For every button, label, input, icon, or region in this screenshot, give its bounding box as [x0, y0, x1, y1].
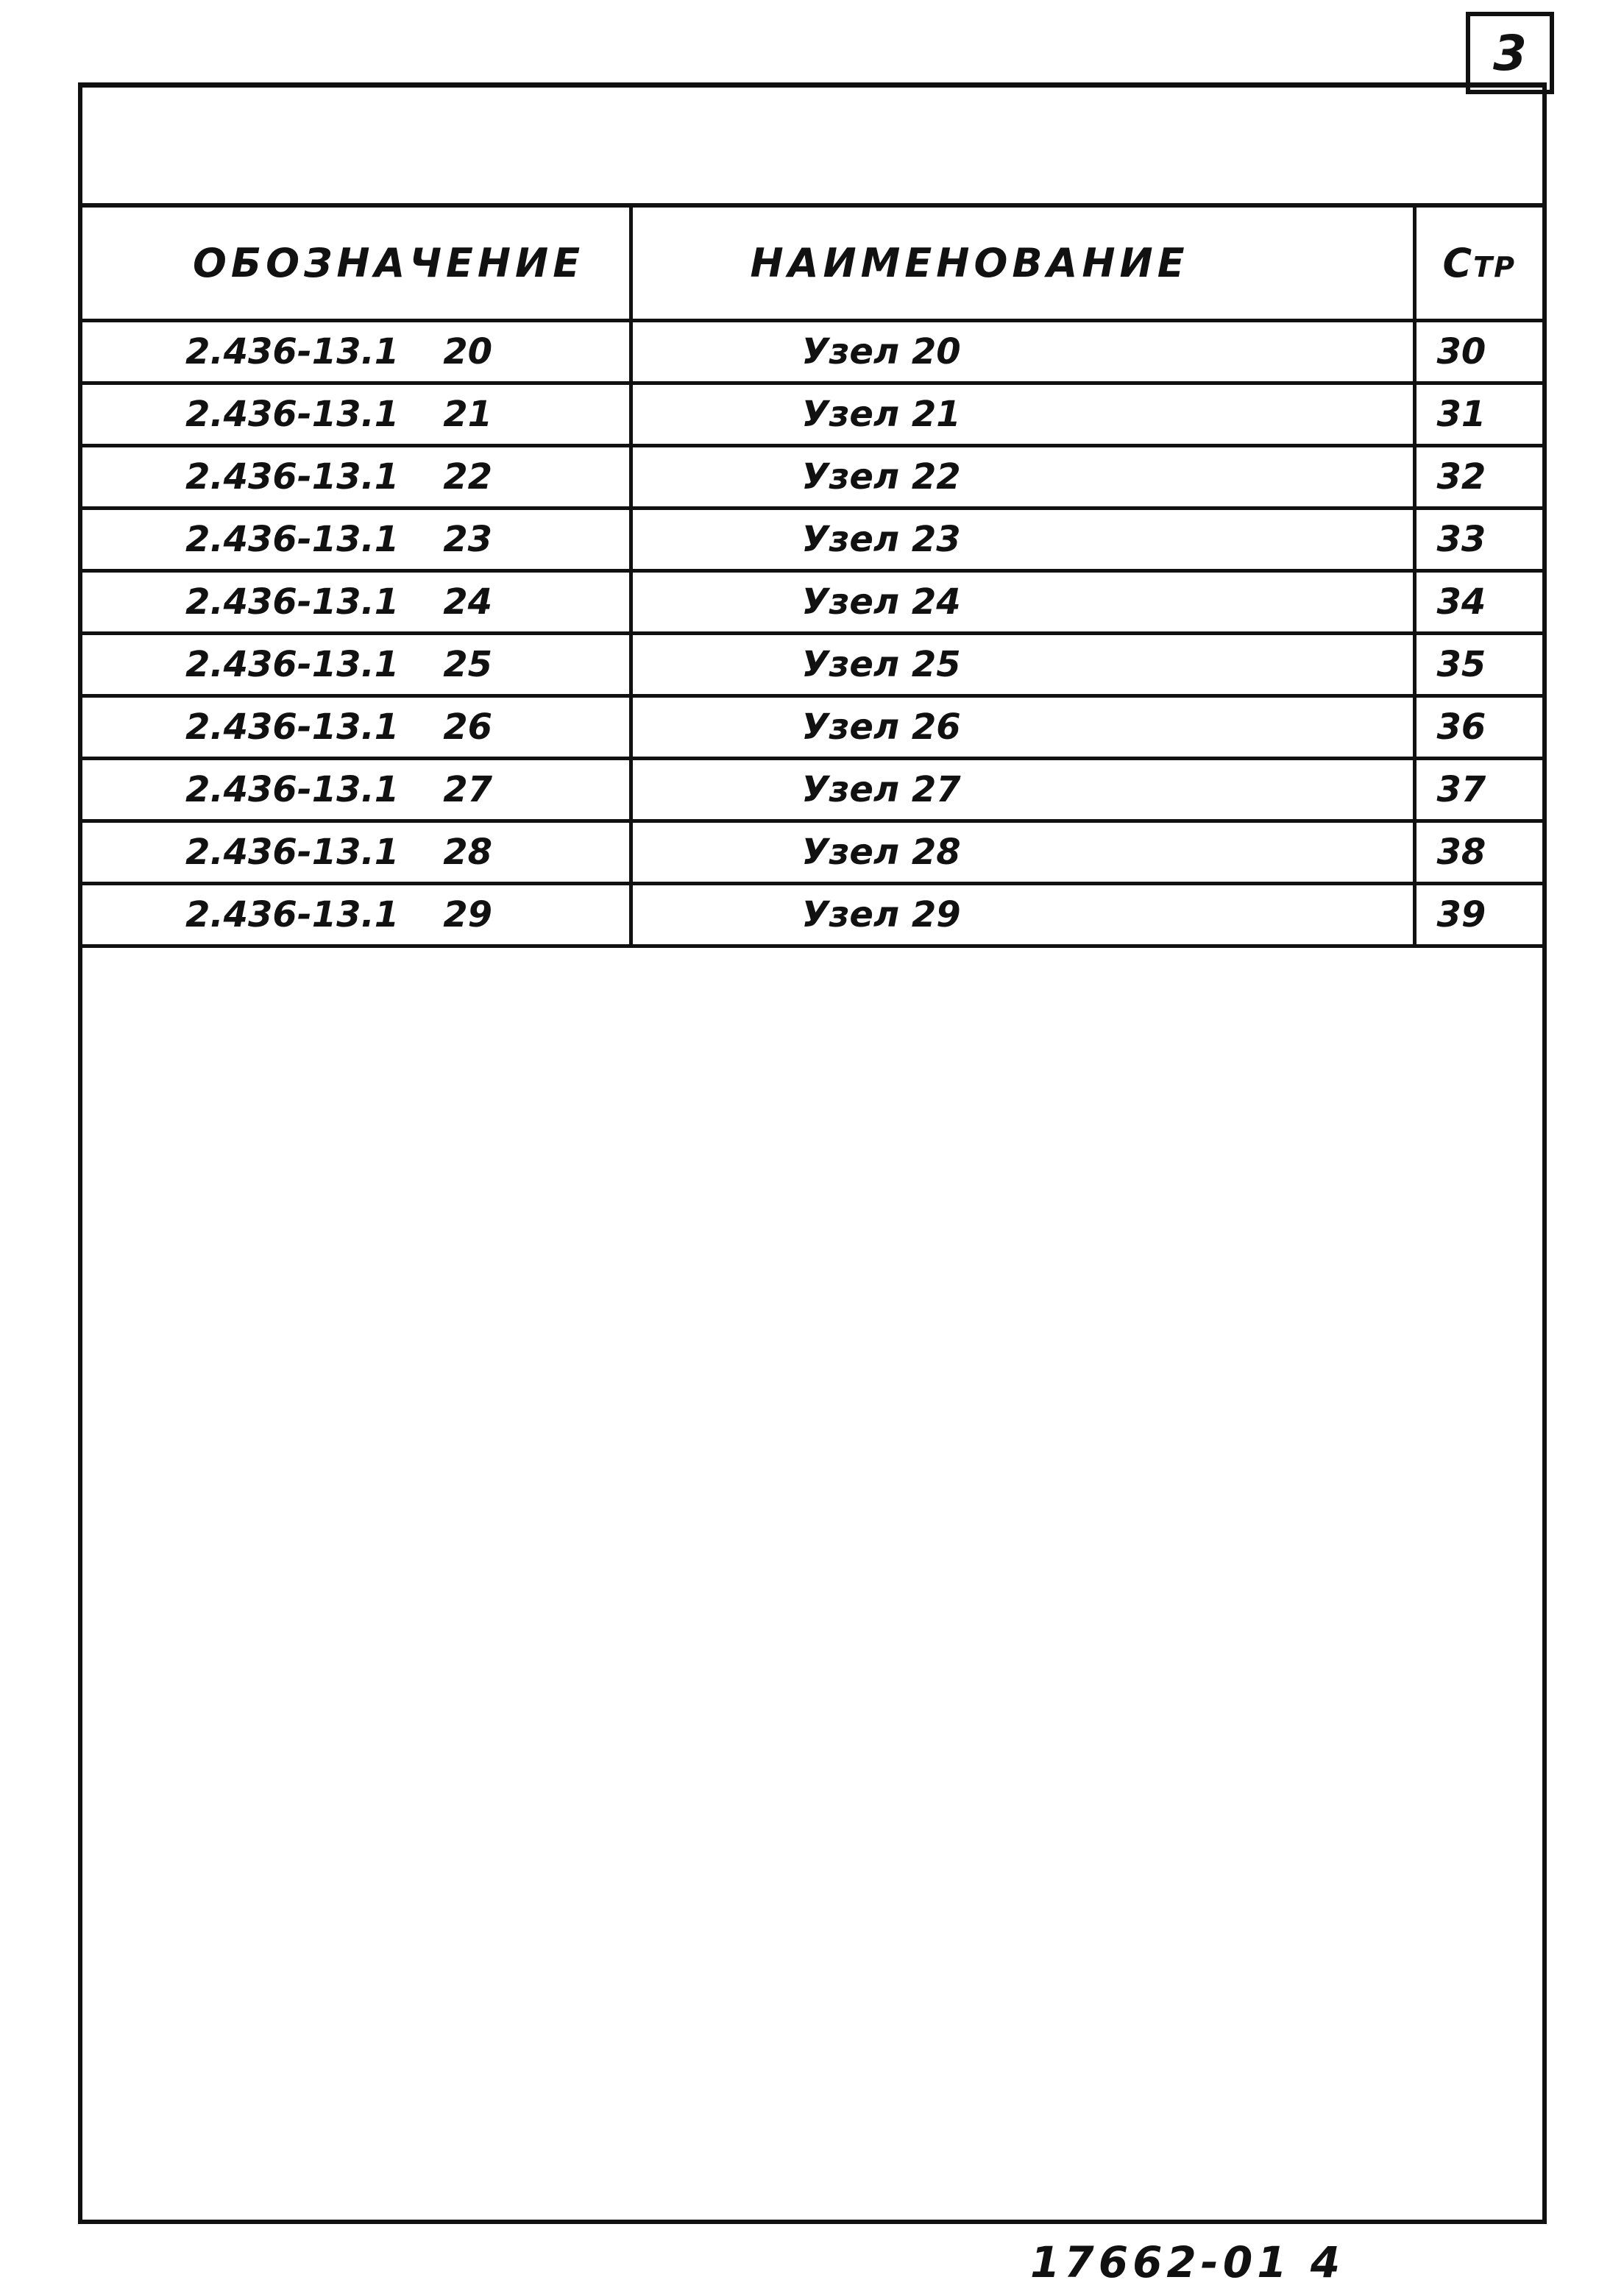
- designation-cell: [82, 321, 631, 383]
- table-row: [82, 446, 1542, 509]
- designation-number: 26: [443, 707, 492, 748]
- table-row: [82, 571, 1542, 634]
- name-cell: Узел 27: [631, 759, 1414, 821]
- sheet-number: 3: [1493, 24, 1527, 82]
- designation-cell: [82, 383, 631, 446]
- page-cell: 34: [1414, 571, 1542, 634]
- designation-code: 2.436-13.1: [185, 769, 400, 810]
- name-cell: Узел 21: [631, 383, 1414, 446]
- document-number: 17662-01 4: [1030, 2237, 1345, 2287]
- page-cell: 38: [1414, 821, 1542, 884]
- designation-code: 2.436-13.1: [185, 331, 400, 372]
- page-cell: 35: [1414, 634, 1542, 696]
- designation-number: 22: [443, 456, 492, 497]
- designation-number: 20: [443, 331, 492, 372]
- table-row: [82, 696, 1542, 759]
- page-cell: 36: [1414, 696, 1542, 759]
- designation-code: 2.436-13.1: [185, 456, 400, 497]
- page-cell: 33: [1414, 509, 1542, 571]
- designation-cell: [82, 884, 631, 946]
- designation-number: 24: [443, 581, 492, 623]
- table-row: [82, 509, 1542, 571]
- designation-code: 2.436-13.1: [185, 894, 400, 935]
- drawing-frame: [78, 82, 1547, 2224]
- page-cell: 37: [1414, 759, 1542, 821]
- name-cell: Узел 23: [631, 509, 1414, 571]
- designation-number: 21: [443, 394, 492, 435]
- name-cell: Узел 22: [631, 446, 1414, 509]
- name-cell: Узел 28: [631, 821, 1414, 884]
- table-row: [82, 321, 1542, 383]
- designation-cell: [82, 509, 631, 571]
- designation-cell: [82, 571, 631, 634]
- page-cell: 39: [1414, 884, 1542, 946]
- table-row: [82, 759, 1542, 821]
- designation-cell: [82, 821, 631, 884]
- designation-code: 2.436-13.1: [185, 394, 400, 435]
- table-row: [82, 884, 1542, 946]
- contents-table: [82, 208, 1542, 948]
- designation-number: 29: [443, 894, 492, 935]
- page-cell: 31: [1414, 383, 1542, 446]
- designation-cell: [82, 759, 631, 821]
- table-row: [82, 383, 1542, 446]
- designation-cell: [82, 634, 631, 696]
- designation-code: 2.436-13.1: [185, 707, 400, 748]
- page-cell: 32: [1414, 446, 1542, 509]
- header-strip: [82, 88, 1542, 208]
- designation-cell: [82, 446, 631, 509]
- table-header-row: [82, 208, 1542, 321]
- header-name: НАИМЕНОВАНИЕ: [631, 208, 1414, 321]
- header-designation: ОБОЗНАЧЕНИЕ: [82, 208, 631, 321]
- designation-number: 28: [443, 832, 492, 873]
- header-page: Стр: [1414, 208, 1542, 321]
- designation-number: 25: [443, 644, 492, 685]
- designation-cell: [82, 696, 631, 759]
- name-cell: Узел 25: [631, 634, 1414, 696]
- name-cell: Узел 20: [631, 321, 1414, 383]
- designation-number: 27: [443, 769, 492, 810]
- designation-code: 2.436-13.1: [185, 832, 400, 873]
- designation-code: 2.436-13.1: [185, 519, 400, 560]
- page-cell: 30: [1414, 321, 1542, 383]
- designation-code: 2.436-13.1: [185, 644, 400, 685]
- designation-code: 2.436-13.1: [185, 581, 400, 623]
- name-cell: Узел 26: [631, 696, 1414, 759]
- table-row: [82, 634, 1542, 696]
- name-cell: Узел 29: [631, 884, 1414, 946]
- table-row: [82, 821, 1542, 884]
- designation-number: 23: [443, 519, 492, 560]
- name-cell: Узел 24: [631, 571, 1414, 634]
